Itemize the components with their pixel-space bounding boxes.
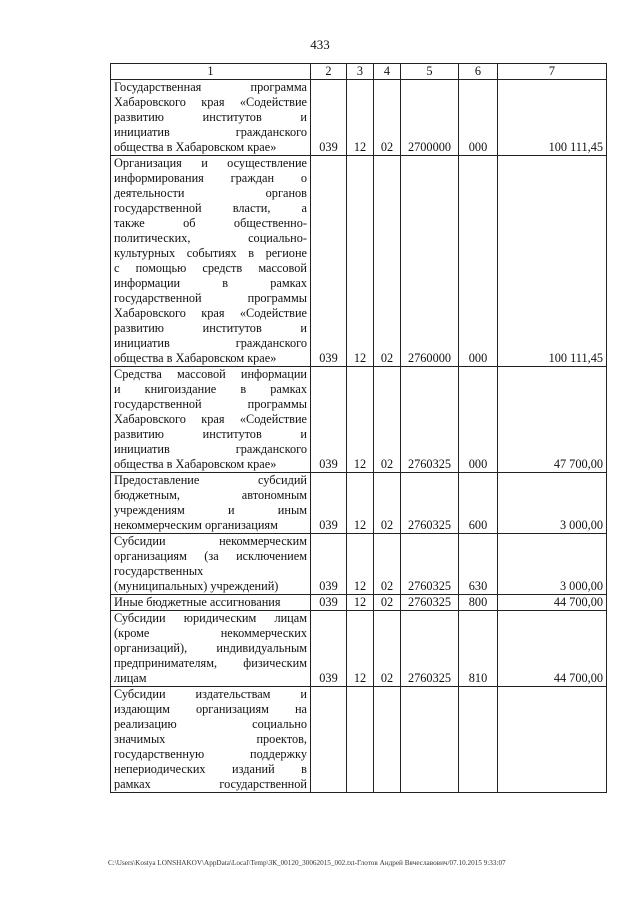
amount-cell: 44 700,00 [498,595,607,611]
table-row [111,611,607,687]
item-name-line: развитию институтов и [114,110,307,124]
item-name-cell [111,611,311,687]
item-name-line: предпринимателям, физическим [114,656,307,670]
column-header: 7 [498,64,607,80]
column-header: 1 [111,64,311,80]
item-name-line: организациям (за исключением [114,549,307,563]
item-name-cell [111,367,311,473]
item-name-line: Субсидии издательствам и [114,687,307,701]
chapter-code-cell: 12 [347,611,374,687]
expense-type-cell: 630 [459,534,498,595]
item-name-line: Иные бюджетные ассигнования [114,595,281,609]
subsection-code-cell: 02 [374,473,401,534]
item-name-line: (муниципальных) учреждений) [114,579,279,593]
section-code-cell: 039 [311,534,347,595]
subsection-code-cell: 02 [374,80,401,156]
section-code-cell: 039 [311,611,347,687]
item-name-line: организаций), индивидуальным [114,641,307,655]
expense-type-cell: 800 [459,595,498,611]
item-name-line: издающим организациям на [114,702,307,716]
table-row [111,156,607,367]
subsection-code-cell: 02 [374,595,401,611]
item-name-line: (кроме некоммерческих [114,626,307,640]
item-name-line: государственной программы [114,291,307,305]
chapter-code-cell [347,687,374,793]
item-name-line: культурных событиях в регионе [114,246,307,260]
item-name-line: общества в Хабаровском крае» [114,351,277,365]
item-name-line: значимых проектов, [114,732,307,746]
section-code-cell: 039 [311,156,347,367]
item-name-line: государственной власти, а [114,201,307,215]
target-article-cell: 2760325 [401,367,459,473]
section-code-cell: 039 [311,473,347,534]
target-article-cell: 2760325 [401,473,459,534]
item-name-line: Субсидии некоммерческим [114,534,307,548]
table-row [111,687,607,793]
target-article-cell: 2760325 [401,534,459,595]
item-name-line: Организация и осуществление [114,156,307,170]
item-name-line: бюджетным, автономным [114,488,307,502]
item-name-cell [111,156,311,367]
item-name-cell [111,534,311,595]
item-name-line: инициатив гражданского [114,442,307,456]
column-header: 6 [459,64,498,80]
amount-cell: 100 111,45 [498,80,607,156]
section-code-cell: 039 [311,367,347,473]
subsection-code-cell: 02 [374,367,401,473]
item-name-line: инициатив гражданского [114,125,307,139]
amount-cell: 47 700,00 [498,367,607,473]
chapter-code-cell: 12 [347,473,374,534]
table-row [111,534,607,595]
amount-cell: 3 000,00 [498,473,607,534]
chapter-code-cell: 12 [347,595,374,611]
column-header: 3 [347,64,374,80]
item-name-line: государственной программы [114,397,307,411]
target-article-cell: 2760325 [401,611,459,687]
amount-cell: 3 000,00 [498,534,607,595]
budget-table [110,63,607,793]
item-name-line: с помощью средств массовой [114,261,307,275]
item-name-line: развитию институтов и [114,321,307,335]
expense-type-cell [459,687,498,793]
table-row [111,80,607,156]
expense-type-cell: 000 [459,80,498,156]
item-name-line: общества в Хабаровском крае» [114,457,277,471]
item-name-line: политических, социально- [114,231,307,245]
target-article-cell: 2760000 [401,156,459,367]
chapter-code-cell: 12 [347,156,374,367]
column-header: 2 [311,64,347,80]
item-name-line: и книгоиздание в рамках [114,382,307,396]
item-name-line: Субсидии юридическим лицам [114,611,307,625]
item-name-cell [111,595,311,611]
item-name-line: рамках государственной [114,777,307,791]
amount-cell: 44 700,00 [498,611,607,687]
expense-type-cell: 810 [459,611,498,687]
item-name-line: учреждениям и иным [114,503,307,517]
item-name-line: развитию институтов и [114,427,307,441]
item-name-line: реализацию социально [114,717,307,731]
item-name-line: информации в рамках [114,276,307,290]
expense-type-cell: 000 [459,367,498,473]
subsection-code-cell: 02 [374,611,401,687]
item-name-line: инициатив гражданского [114,336,307,350]
item-name-line: деятельности органов [114,186,307,200]
section-code-cell: 039 [311,595,347,611]
chapter-code-cell: 12 [347,367,374,473]
column-header: 4 [374,64,401,80]
target-article-cell: 2700000 [401,80,459,156]
section-code-cell: 039 [311,80,347,156]
page-number: 433 [310,37,330,52]
target-article-cell [401,687,459,793]
table-row [111,473,607,534]
item-name-line: Хабаровского края «Содействие [114,95,307,109]
subsection-code-cell: 02 [374,534,401,595]
item-name-line: государственную поддержку [114,747,307,761]
item-name-line: Средства массовой информации [114,367,307,381]
item-name-line: непериодических изданий в [114,762,307,776]
table-row [111,367,607,473]
subsection-code-cell: 02 [374,156,401,367]
item-name-line: лицам [114,671,147,685]
item-name-cell [111,80,311,156]
chapter-code-cell: 12 [347,534,374,595]
item-name-line: некоммерческим организациям [114,518,278,532]
target-article-cell: 2760325 [401,595,459,611]
item-name-cell [111,473,311,534]
column-header: 5 [401,64,459,80]
item-name-line: информирования граждан о [114,171,307,185]
chapter-code-cell: 12 [347,80,374,156]
item-name-line: Предоставление субсидий [114,473,307,487]
item-name-line: общества в Хабаровском крае» [114,140,277,154]
table-row [111,595,607,611]
item-name-line: Хабаровского края «Содействие [114,412,307,426]
expense-type-cell: 600 [459,473,498,534]
file-path-footer: C:\Users\Kostya LONSHAKOV\AppData\Local\Temp\ЗК_00120_30062015_002.txt-Глотов Андрей Вячеславович/07.10.2015 9:33:07 [108,859,506,867]
section-code-cell [311,687,347,793]
item-name-line: также об общественно- [114,216,307,230]
table-header-row [111,64,607,80]
amount-cell [498,687,607,793]
amount-cell: 100 111,45 [498,156,607,367]
item-name-line: государственных [114,564,204,578]
expense-type-cell: 000 [459,156,498,367]
subsection-code-cell [374,687,401,793]
item-name-line: Хабаровского края «Содействие [114,306,307,320]
item-name-cell [111,687,311,793]
item-name-line: Государственная программа [114,80,307,94]
